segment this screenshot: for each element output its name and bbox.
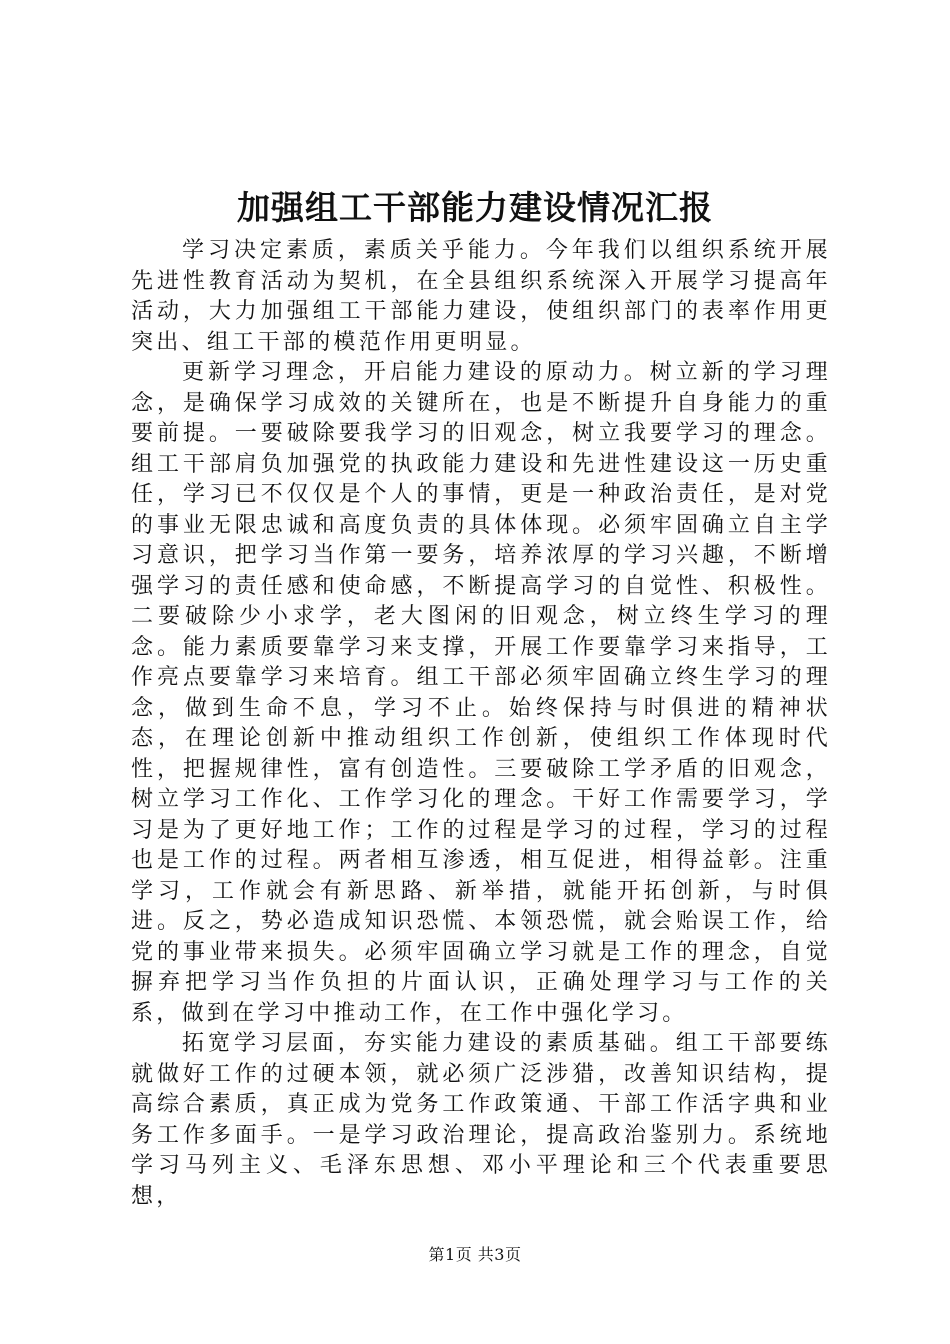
paragraph-learning-scope: 拓宽学习层面，夯实能力建设的素质基础。组工干部要练就做好工作的过硬本领，就必须广泛涉猎，改善知识结构，提高综合素质，真正成为党务工作政策通、干部工作活字典和业务工作多面手。一是学习政治理论，提高政治鉴别力。系统地学习马列主义、毛泽东思想、邓小平理论和三个代表重要思想， xyxy=(131,1031,831,1209)
paragraph-learning-concept: 更新学习理念，开启能力建设的原动力。树立新的学习理念，是确保学习成效的关键所在，也是不断提升自身能力的重要前提。一要破除要我学习的旧观念，树立我要学习的理念。组工干部肩负加强党的执政能力建设和先进性建设这一历史重任，学习已不仅仅是个人的事情，更是一种政治责任，是对党的事业无限忠诚和高度负责的具体体现。必须牢固确立自主学习意识，把学习当作第一要务，培养浓厚的学习兴趣，不断增强学习的责任感和使命感，不断提高学习的自觉性、积极性。二要破除少小求学，老大图闲的旧观念，树立终生学习的理念。能力素质要靠学习来支撑，开展工作要靠学习来指导，工作亮点要靠学习来培育。组工干部必须牢固确立终生学习的理念，做到生命不息，学习不止。始终保持与时俱进的精神状态，在理论创新中推动组织工作创新，使组织工作体现时代性，把握规律性，富有创造性。三要破除工学矛盾的旧观念，树立学习工作化、工作学习化的理念。干好工作需要学习，学习是为了更好地工作；工作的过程是学习的过程，学习的过程也是工作的过程。两者相互渗透，相互促进，相得益彰。注重学习，工作就会有新思路、新举措，就能开拓创新，与时俱进。反之，势必造成知识恐慌、本领恐慌，就会贻误工作，给党的事业带来损失。必须牢固确立学习就是工作的理念，自觉摒弃把学习当作负担的片面认识，正确处理学习与工作的关系，做到在学习中推动工作，在工作中强化学习。 xyxy=(131,360,831,1026)
page-number-footer: 第1页 共3页 xyxy=(428,1245,522,1264)
paragraph-intro: 学习决定素质，素质关乎能力。今年我们以组织系统开展先进性教育活动为契机，在全县组织系统深入开展学习提高年活动，大力加强组工干部能力建设，使组织部门的表率作用更突出、组工干部的模范作用更明显。 xyxy=(131,238,831,355)
document-body xyxy=(131,236,831,1212)
document-title: 加强组工干部能力建设情况汇报 xyxy=(237,188,713,227)
